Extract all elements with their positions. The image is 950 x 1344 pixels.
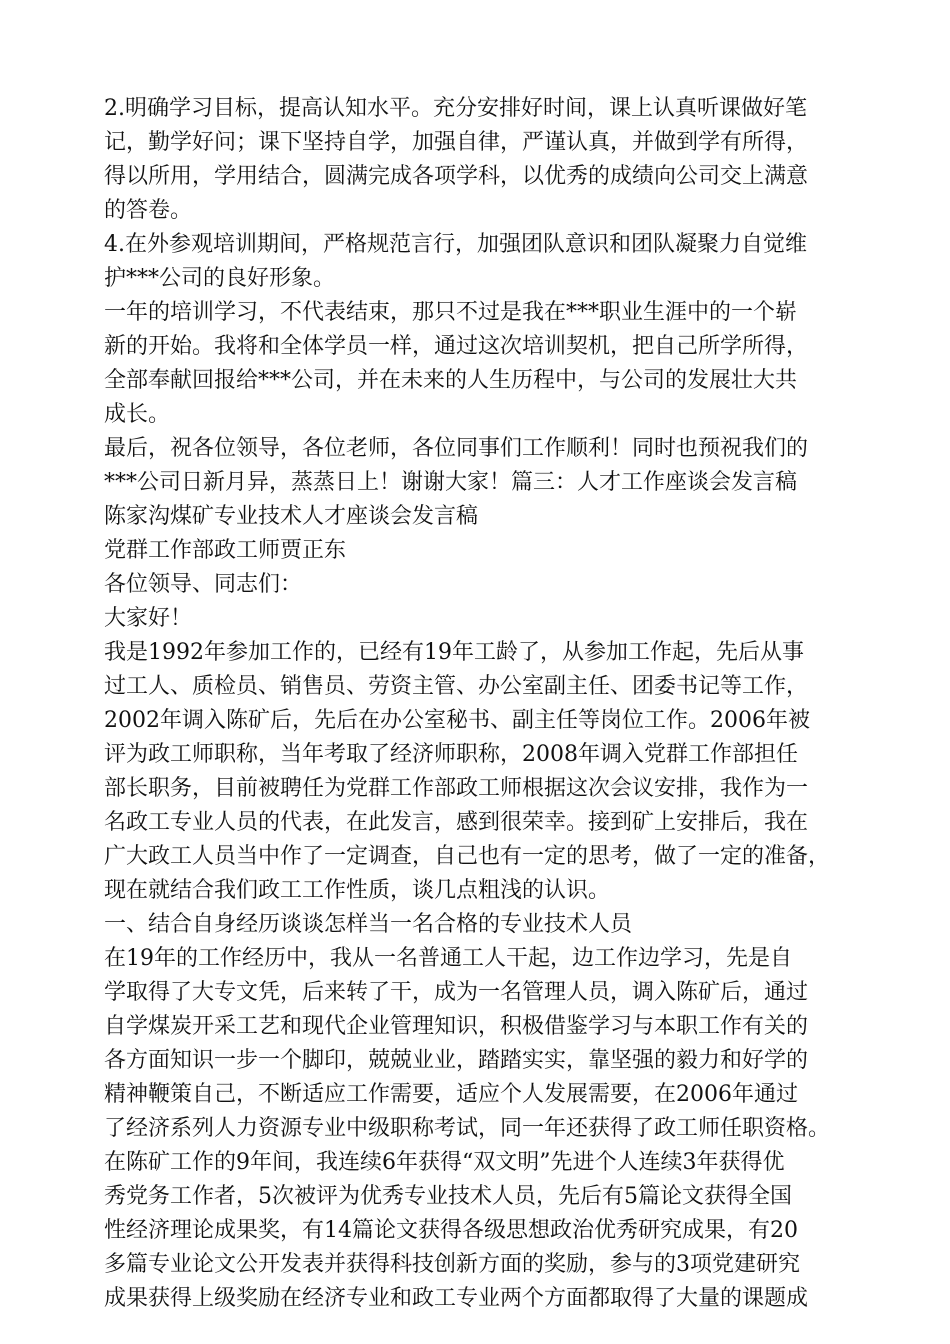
text-line: 一年的培训学习，不代表结束，那只不过是我在***职业生涯中的一个崭: [104, 300, 798, 325]
text-line: 秀党务工作者，5次被评为优秀专业技术人员，先后有5篇论文获得全国: [104, 1184, 792, 1209]
text-line: 性经济理论成果奖，有14篇论文获得各级思想政治优秀研究成果，有20: [104, 1218, 798, 1243]
text-line: 现在就结合我们政工工作性质，谈几点粗浅的认识。: [104, 878, 611, 903]
greeting: 大家好！: [104, 606, 193, 631]
text-line: 评为政工师职称，当年考取了经济师职称，2008年调入党群工作部担任: [104, 742, 798, 767]
text-line: 学取得了大专文凭，后来转了干，成为一名管理人员，调入陈矿后，通过: [104, 980, 809, 1005]
text-line: 最后，祝各位领导，各位老师，各位同事们工作顺利！同时也预祝我们的: [104, 436, 809, 461]
text-line: 在19年的工作经历中，我从一名普通工人干起，边工作边学习，先是自: [104, 946, 792, 971]
text-line: 成长。: [104, 402, 171, 427]
speaker-line: 党群工作部政工师贾正东: [104, 538, 347, 563]
section-heading: 一、结合自身经历谈谈怎样当一名合格的专业技术人员: [104, 912, 633, 937]
text-line: 2002年调入陈矿后，先后在办公室秘书、副主任等岗位工作。2006年被: [104, 708, 810, 733]
text-line: 在陈矿工作的9年间，我连续6年获得“双文明”先进个人连续3年获得优: [104, 1150, 785, 1175]
text-line: 2.明确学习目标，提高认知水平。充分安排好时间，课上认真听课做好笔: [104, 96, 807, 121]
text-line: 护***公司的良好形象。: [104, 266, 336, 291]
text-line: 多篇专业论文公开发表并获得科技创新方面的奖励，参与的3项党建研究: [104, 1252, 800, 1277]
document-body: [104, 92, 864, 1316]
text-line: 名政工专业人员的代表，在此发言，感到很荣幸。接到矿上安排后，我在: [104, 810, 809, 835]
text-line: ***公司日新月异，蒸蒸日上！谢谢大家！篇三：人才工作座谈会发言稿: [104, 470, 798, 495]
text-line: 我是1992年参加工作的，已经有19年工龄了，从参加工作起，先后从事: [104, 640, 804, 665]
salutation: 各位领导、同志们：: [104, 572, 303, 597]
text-line: 广大政工人员当中作了一定调查，自己也有一定的思考，做了一定的准备，: [104, 844, 831, 869]
text-line: 了经济系列人力资源专业中级职称考试，同一年还获得了政工师任职资格。: [104, 1116, 831, 1141]
text-line: 新的开始。我将和全体学员一样，通过这次培训契机，把自己所学所得，: [104, 334, 809, 359]
text-line: 各方面知识一步一个脚印，兢兢业业，踏踏实实，靠坚强的毅力和好学的: [104, 1048, 809, 1073]
speech-title: 陈家沟煤矿专业技术人才座谈会发言稿: [104, 504, 479, 529]
text-line: 4.在外参观培训期间，严格规范言行，加强团队意识和团队凝聚力自觉维: [104, 232, 807, 257]
text-line: 成果获得上级奖励在经济专业和政工专业两个方面都取得了大量的课题成: [104, 1286, 809, 1311]
text-line: 得以所用，学用结合，圆满完成各项学科，以优秀的成绩向公司交上满意: [104, 164, 809, 189]
text-line: 全部奉献回报给***公司，并在未来的人生历程中，与公司的发展壮大共: [104, 368, 798, 393]
text-line: 过工人、质检员、销售员、劳资主管、办公室副主任、团委书记等工作，: [104, 674, 809, 699]
text-line: 的答卷。: [104, 198, 193, 223]
text-line: 记，勤学好问；课下坚持自学，加强自律，严谨认真，并做到学有所得，: [104, 130, 809, 155]
text-line: 精神鞭策自己，不断适应工作需要，适应个人发展需要，在2006年通过: [104, 1082, 798, 1107]
text-line: 部长职务，目前被聘任为党群工作部政工师根据这次会议安排，我作为一: [104, 776, 809, 801]
text-line: 自学煤炭开采工艺和现代企业管理知识，积极借鉴学习与本职工作有关的: [104, 1014, 809, 1039]
